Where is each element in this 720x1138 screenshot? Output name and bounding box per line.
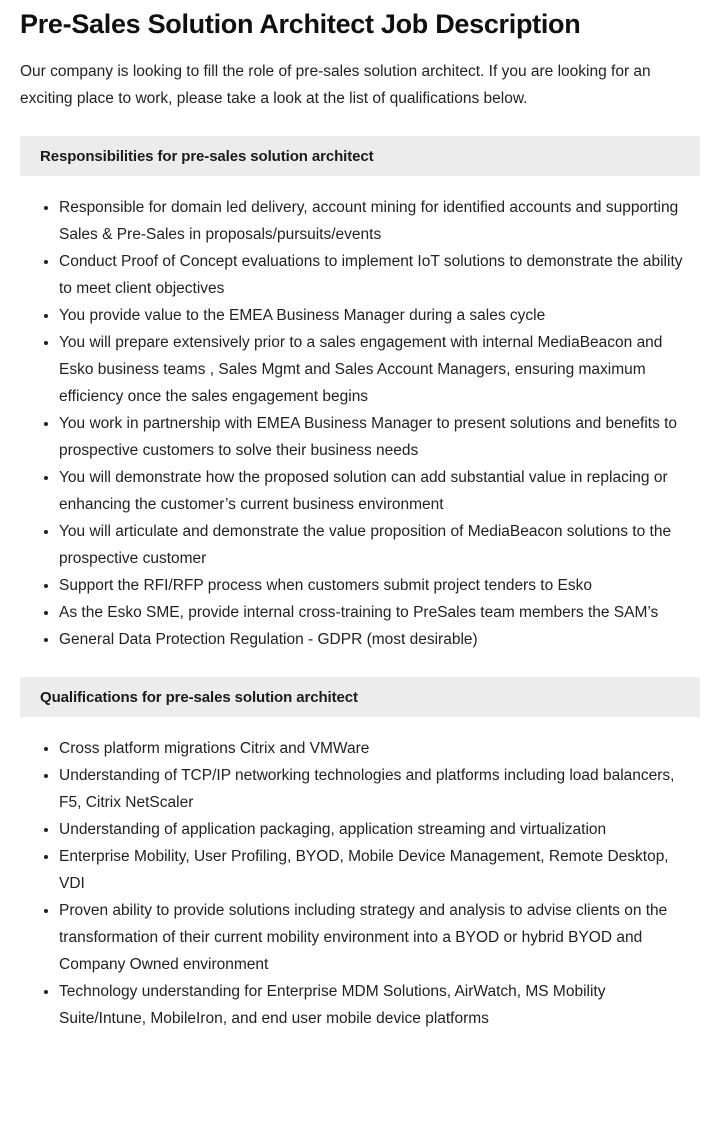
list-item: You work in partnership with EMEA Business Manager to present solutions and benefits to prospective customers to solve their business needs <box>0 410 700 464</box>
responsibilities-heading-label: Responsibilities for pre-sales solution architect <box>40 147 374 165</box>
list-item: Conduct Proof of Concept evaluations to implement IoT solutions to demonstrate the ability to meet client objectives <box>0 248 700 302</box>
list-item: As the Esko SME, provide internal cross-training to PreSales team members the SAM’s <box>0 599 700 626</box>
list-item: Support the RFI/RFP process when customers submit project tenders to Esko <box>0 572 700 599</box>
responsibilities-section <box>0 136 720 653</box>
page-bottom-spacer <box>0 1032 720 1060</box>
intro-paragraph: Our company is looking to fill the role of pre-sales solution architect. If you are looking for an exciting place to work, please take a look at the list of qualifications below. <box>20 63 651 107</box>
list-item: You will prepare extensively prior to a sales engagement with internal MediaBeacon and Esko business teams , Sales Mgmt and Sales Account Managers, ensuring maximum efficiency once the sales engagement begins <box>0 329 700 410</box>
list-item: You will demonstrate how the proposed solution can add substantial value in replacing or enhancing the customer’s current business environment <box>0 464 700 518</box>
qualifications-section <box>0 677 720 1032</box>
list-item: You provide value to the EMEA Business Manager during a sales cycle <box>0 302 700 329</box>
list-item: Proven ability to provide solutions including strategy and analysis to advise clients on the transformation of their current mobility environment into a BYOD or hybrid BYOD and Company Owned environment <box>0 897 700 978</box>
responsibilities-section-header <box>20 136 700 176</box>
list-item: You will articulate and demonstrate the value proposition of MediaBeacon solutions to the prospective customer <box>0 518 700 572</box>
qualifications-list <box>0 717 720 1032</box>
qualifications-section-header <box>20 677 700 717</box>
qualifications-heading-label: Qualifications for pre-sales solution architect <box>40 688 358 706</box>
list-item: Understanding of TCP/IP networking technologies and platforms including load balancers, F5, Citrix NetScaler <box>0 762 700 816</box>
list-item: Cross platform migrations Citrix and VMWare <box>0 735 700 762</box>
list-item: General Data Protection Regulation - GDPR (most desirable) <box>0 626 700 653</box>
list-item: Technology understanding for Enterprise MDM Solutions, AirWatch, MS Mobility Suite/Intune, MobileIron, and end user mobile device platforms <box>0 978 700 1032</box>
page-title: Pre-Sales Solution Architect Job Description <box>20 9 581 39</box>
list-item: Understanding of application packaging, application streaming and virtualization <box>0 816 700 843</box>
responsibilities-list <box>0 176 720 653</box>
list-item: Responsible for domain led delivery, account mining for identified accounts and supporting Sales & Pre-Sales in proposals/pursuits/events <box>0 194 700 248</box>
list-item: Enterprise Mobility, User Profiling, BYOD, Mobile Device Management, Remote Desktop, VDI <box>0 843 700 897</box>
